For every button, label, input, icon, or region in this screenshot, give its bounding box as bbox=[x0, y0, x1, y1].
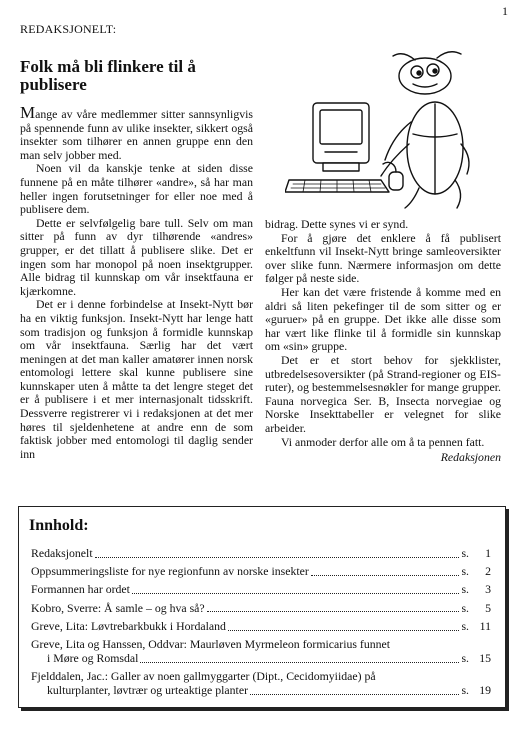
section-label: REDAKSJONELT: bbox=[20, 22, 117, 36]
toc-entry[interactable]: Redaksjonelt s. 1 bbox=[31, 546, 491, 560]
article-paragraph: Mange av våre medlemmer sitter sannsynligvis på spennende funn av ulike insekter, sikkert også insekter som tilhører en annen gruppe enn den man selv jobber med. bbox=[20, 103, 253, 162]
toc-entry[interactable]: Greve, Lita og Hanssen, Oddvar: Maurløven Myrmeleon formicarius funnet i Møre og Romsdal s. 15 bbox=[31, 636, 491, 665]
article-paragraph: Dette er selvfølgelig bare tull. Selv om man sitter på funn av dyr tilhørende «andres» grupper, er det tillatt å publisere slike. Det er ingen som har monopol på noen insektgrupper. Alle bidrag til kunnskap om vår insektfauna er kjærkomne. bbox=[20, 215, 253, 298]
dropcap: M bbox=[20, 103, 36, 122]
article-paragraph: Her kan det være fristende å komme med en aldri så liten pekefinger til de som sitter og er «guruer» på en gruppe. Det ikke alle disse som har vært like flinke til å formidle sin kunnskap om «sin» gruppe. bbox=[265, 284, 501, 354]
article-paragraph: Det er et stort behov for sjekklister, utbredelsesoversikter (på Strand-regioner og EIS-ruter), og bestemmelsesnøkler for mange grupper. Fauna norvegica Ser. B, Insecta norvegiae og Norske Insekttabeller er velegnet for slike arbeider. bbox=[265, 352, 501, 435]
article-paragraph: Det er i denne forbindelse at Insekt-Nytt bør ha en viktig funksjon. Insekt-Nytt har lenge hatt som tradisjon og funksjon å formidle kunnskap om vår insektfauna. Særlig har det vært meningen at det man kaller amatører innen norsk entomologi lettere skal kunne publisere sine kunnskaper uten å måtte ta det lengre steget det er å publisere i et mer internasjonalt tidsskrift. Dessverre registrerer vi i redaksjonen at det mer høres til sjeldenhetene at andre enn de som faktisk jobber med entomologi til daglig sender inn bbox=[20, 297, 253, 461]
toc-entry[interactable]: Greve, Lita: Løvtrebarkbukk i Hordaland s. 11 bbox=[31, 618, 491, 633]
toc-title: Innhold: bbox=[29, 517, 89, 534]
table-of-contents bbox=[18, 506, 506, 708]
signature: Redaksjonen bbox=[440, 450, 501, 465]
toc-entry[interactable]: Fjelddalen, Jac.: Galler av noen gallmyggarter (Dipt., Cecidomyiidae) på kulturplanter, løvtrær og urteaktige planter s. 19 bbox=[31, 668, 491, 697]
toc-entry[interactable]: Oppsummeringsliste for nye regionfunn av norske insekter s. 2 bbox=[31, 564, 491, 579]
toc-entry[interactable]: Formannen har ordet s. 3 bbox=[31, 582, 491, 597]
toc-list bbox=[31, 547, 491, 702]
toc-entry[interactable]: Kobro, Sverre: Å samle – og hva så? s. 5 bbox=[31, 600, 491, 615]
article-paragraph: Vi anmoder derfor alle om å ta pennen fatt. bbox=[281, 434, 485, 449]
article-paragraph: For å gjøre det enklere å få publisert enkeltfunn vil Insekt-Nytt bringe samleoversikter over slike funn. Nærmere informasjon om dette følger på neste side. bbox=[265, 230, 501, 286]
page-number: 1 bbox=[502, 4, 508, 18]
headline: Folk må bli flinkere til å publisere bbox=[20, 57, 196, 94]
beetle-at-computer-icon bbox=[285, 48, 475, 213]
article-paragraph: Noen vil da kanskje tenke at siden disse funnene på en måte tilhører «andre», så har man heller ingen forutsetninger for eller noe med å publisere dem. bbox=[20, 161, 253, 217]
article-left-column bbox=[20, 103, 253, 461]
article-paragraph: bidrag. Dette synes vi er synd. bbox=[265, 217, 409, 231]
article-right-column bbox=[265, 218, 501, 465]
